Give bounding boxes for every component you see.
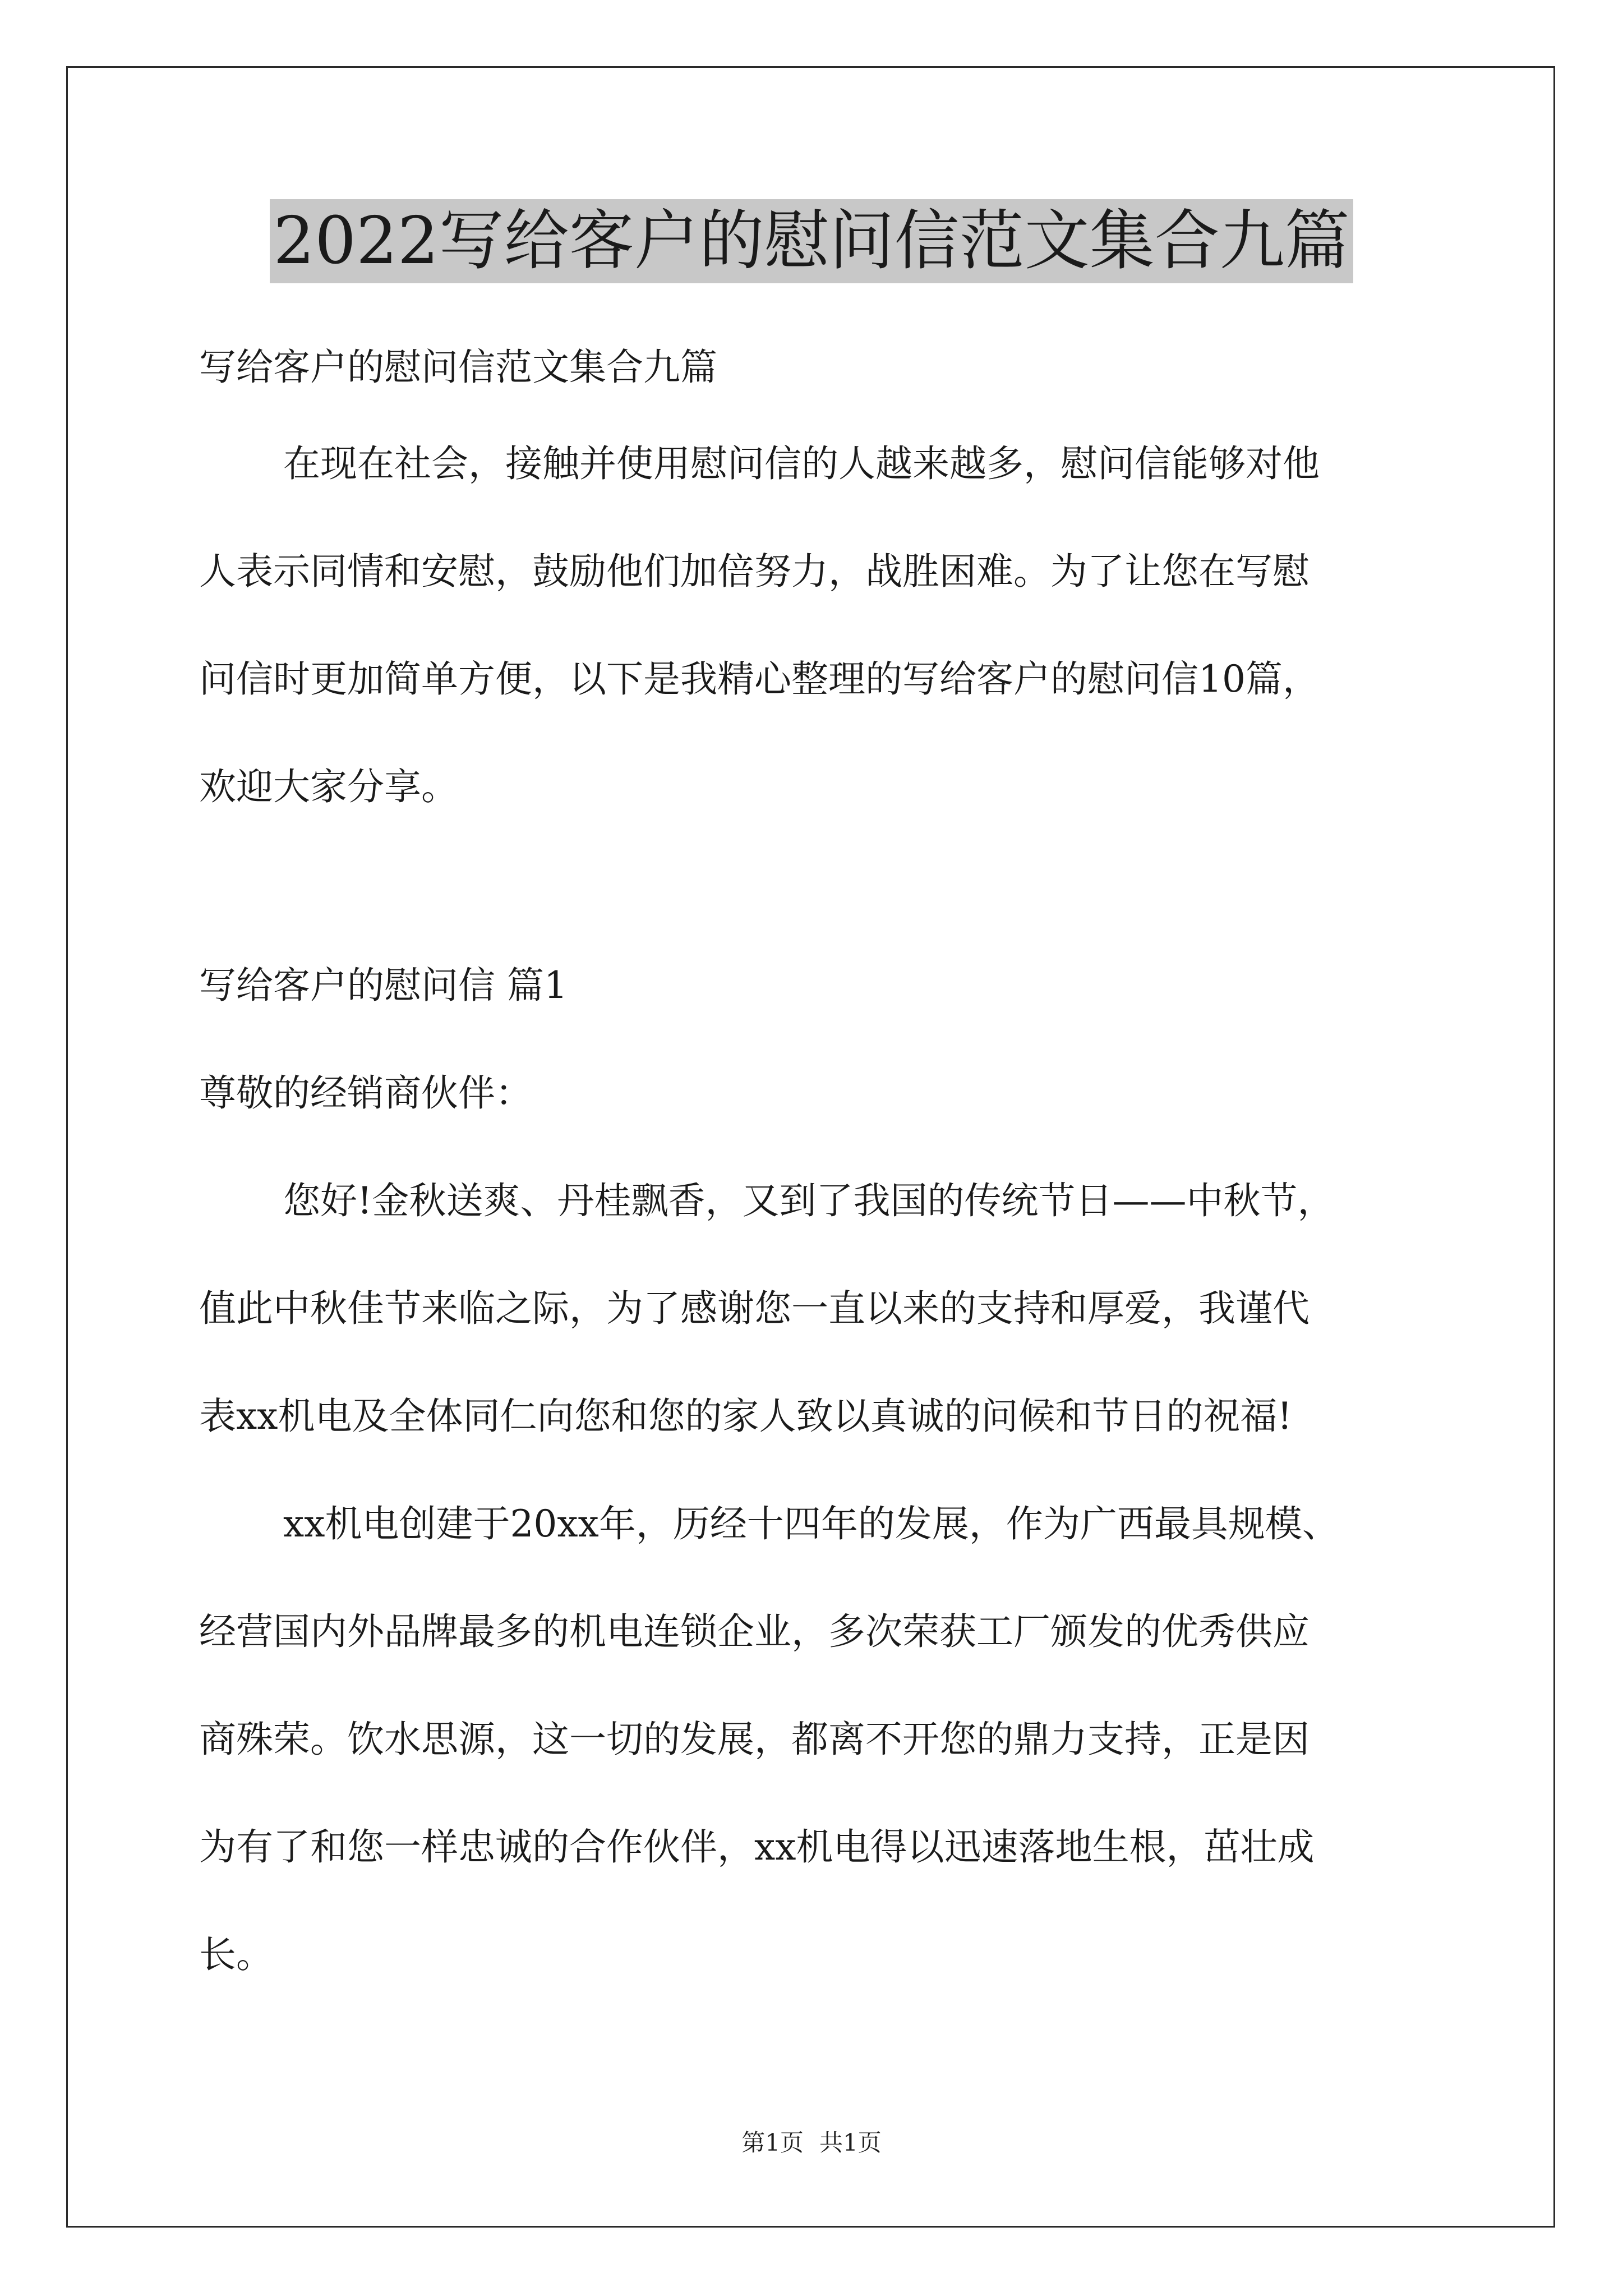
paragraph-2-line-1: xx机电创建于20xx年，历经十四年的发展，作为广西最具规模、 — [283, 1502, 1339, 1545]
paragraph-1-line-1: 您好!金秋送爽、丹桂飘香，又到了我国的传统节日——中秋节， — [283, 1179, 1335, 1222]
page-total: 共1页 — [819, 2129, 882, 2156]
page-footer — [0, 2129, 1623, 2157]
paragraph-2-line-3: 商殊荣。饮水思源，这一切的发展，都离不开您的鼎力支持，正是因 — [199, 1718, 1310, 1761]
intro-line-3: 问信时更加简单方便，以下是我精心整理的写给客户的慰问信10篇， — [199, 657, 1320, 701]
intro-line-2: 人表示同情和安慰，鼓励他们加倍努力，战胜困难。为了让您在写慰 — [199, 550, 1310, 593]
document-subtitle: 写给客户的慰问信范文集合九篇 — [199, 346, 717, 389]
paragraph-1-line-2: 值此中秋佳节来临之际，为了感谢您一直以来的支持和厚爱，我谨代 — [199, 1287, 1310, 1330]
intro-line-1: 在现在社会，接触并使用慰问信的人越来越多，慰问信能够对他 — [283, 442, 1320, 485]
paragraph-2-line-4: 为有了和您一样忠诚的合作伙伴，xx机电得以迅速落地生根，茁壮成 — [199, 1825, 1315, 1869]
document-title: 2022写给客户的慰问信范文集合九篇 — [270, 199, 1353, 283]
paragraph-2-line-5: 长。 — [199, 1933, 273, 1976]
salutation: 尊敬的经销商伙伴： — [199, 1071, 532, 1115]
intro-line-4: 欢迎大家分享。 — [199, 765, 458, 808]
paragraph-2-line-2: 经营国内外品牌最多的机电连锁企业，多次荣获工厂颁发的优秀供应 — [199, 1610, 1310, 1653]
paragraph-1-line-3: 表xx机电及全体同仁向您和您的家人致以真诚的问候和节日的祝福! — [199, 1395, 1292, 1438]
title-container — [0, 199, 1623, 283]
section-heading: 写给客户的慰问信 篇1 — [199, 964, 568, 1007]
page-number: 第1页 — [741, 2129, 804, 2156]
